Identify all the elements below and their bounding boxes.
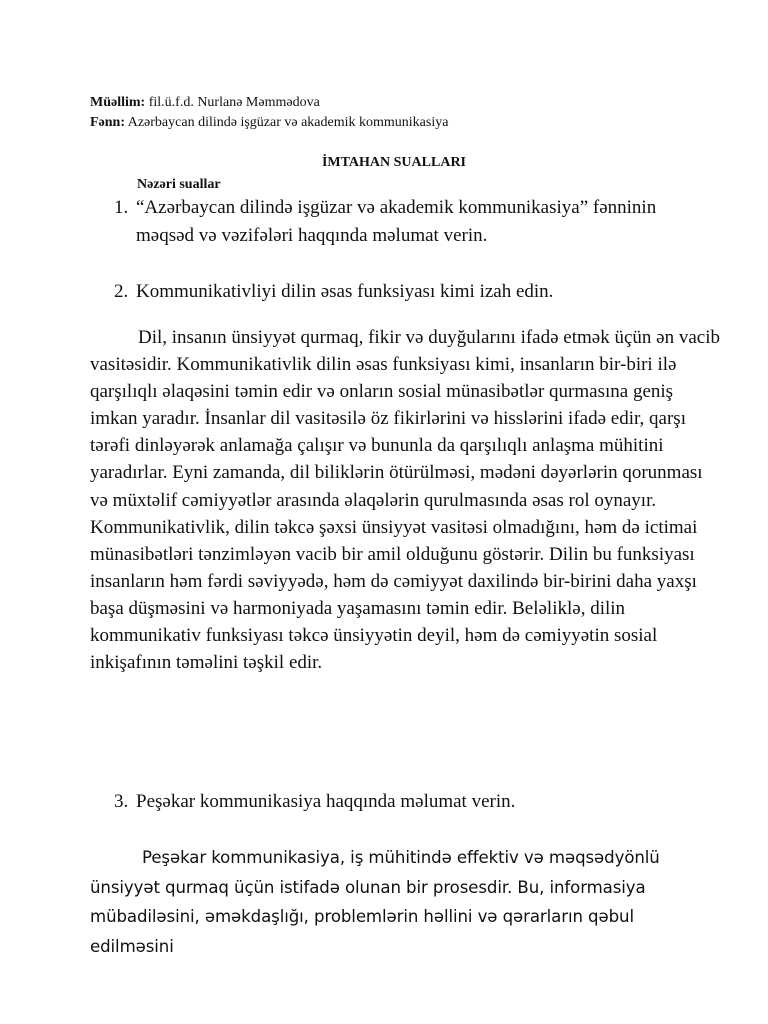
teacher-label: Müəllim: [90,95,146,110]
section-label: Nəzəri suallar [137,177,221,192]
question-number: 1. [114,197,129,218]
question-3 [114,788,714,816]
answer-paragraph-2: Dil, insanın ünsiyyət qurmaq, fikir və duyğularını ifadə etmək üçün ən vacib vasitəsidir. Kommunikativlik dilin əsas funksiyası kimi, insanların bir-biri ilə qarşılıqlı əlaqəsini təmin edir və onların sosial münasibətlər qurmasına geniş imkan yaradır. İnsanlar dil vasitəsilə öz fikirlərini və hisslərini ifadə edir, qarşı tərəfi dinləyərək anlamağa çalışır və bununla da qarşılıqlı anlaşma mühitini yaradırlar. Eyni zamanda, dil biliklərin ötürülməsi, mədəni dəyərlərin qorunması və müxtəlif cəmiyyətlər arasında əlaqələrin qurulmasında əsas rol oynayır. Kommunikativlik, dilin təkcə şəxsi ünsiyyət vasitəsi olmadığını, həm də ictimai münasibətləri tənzimləyən vacib bir amil olduğunu göstərir. Dilin bu funksiyası insanların həm fərdi səviyyədə, həm də cəmiyyət daxilində bir-birini daha yaxşı başa düşməsini və harmoniyada yaşamasını təmin edir. Beləliklə, dilin kommunikativ funksiyası təkcə ünsiyyətin deyil, həm də cəmiyyətin sosial inkişafının təməlini təşkil edir. [90,327,720,674]
subject-name: Azərbaycan dilində işgüzar və akademik kommunikasiya [125,115,449,130]
answer-paragraph-3: Peşəkar kommunikasiya, iş mühitində effektiv və məqsədyönlü ünsiyyət qurmaq üçün istifadə olunan bir prosesdir. Bu, informasiya mübadiləsini, əməkdaşlığı, problemlərin həllini və qərarların qəbul edilməsini [90,848,660,956]
question-text: “Azərbaycan dilində işgüzar və akademik kommunikasiya” fənninin məqsəd və vəzifələri haqqında məlumat verin. [136,197,657,246]
document-title: İMTAHAN SUALLARI [321,155,467,170]
question-number: 2. [114,281,129,302]
subject-label: Fənn: [90,115,125,130]
teacher-name: fil.ü.f.d. Nurlanə Məmmədova [145,95,320,110]
question-1 [114,194,714,250]
question-text: Peşəkar kommunikasiya haqqında məlumat verin. [136,791,516,812]
question-number: 3. [114,791,129,812]
subject-line [90,113,448,133]
question-text: Kommunikativliyi dilin əsas funksiyası kimi izah edin. [136,281,554,302]
teacher-line [90,93,320,113]
question-2 [114,278,714,306]
